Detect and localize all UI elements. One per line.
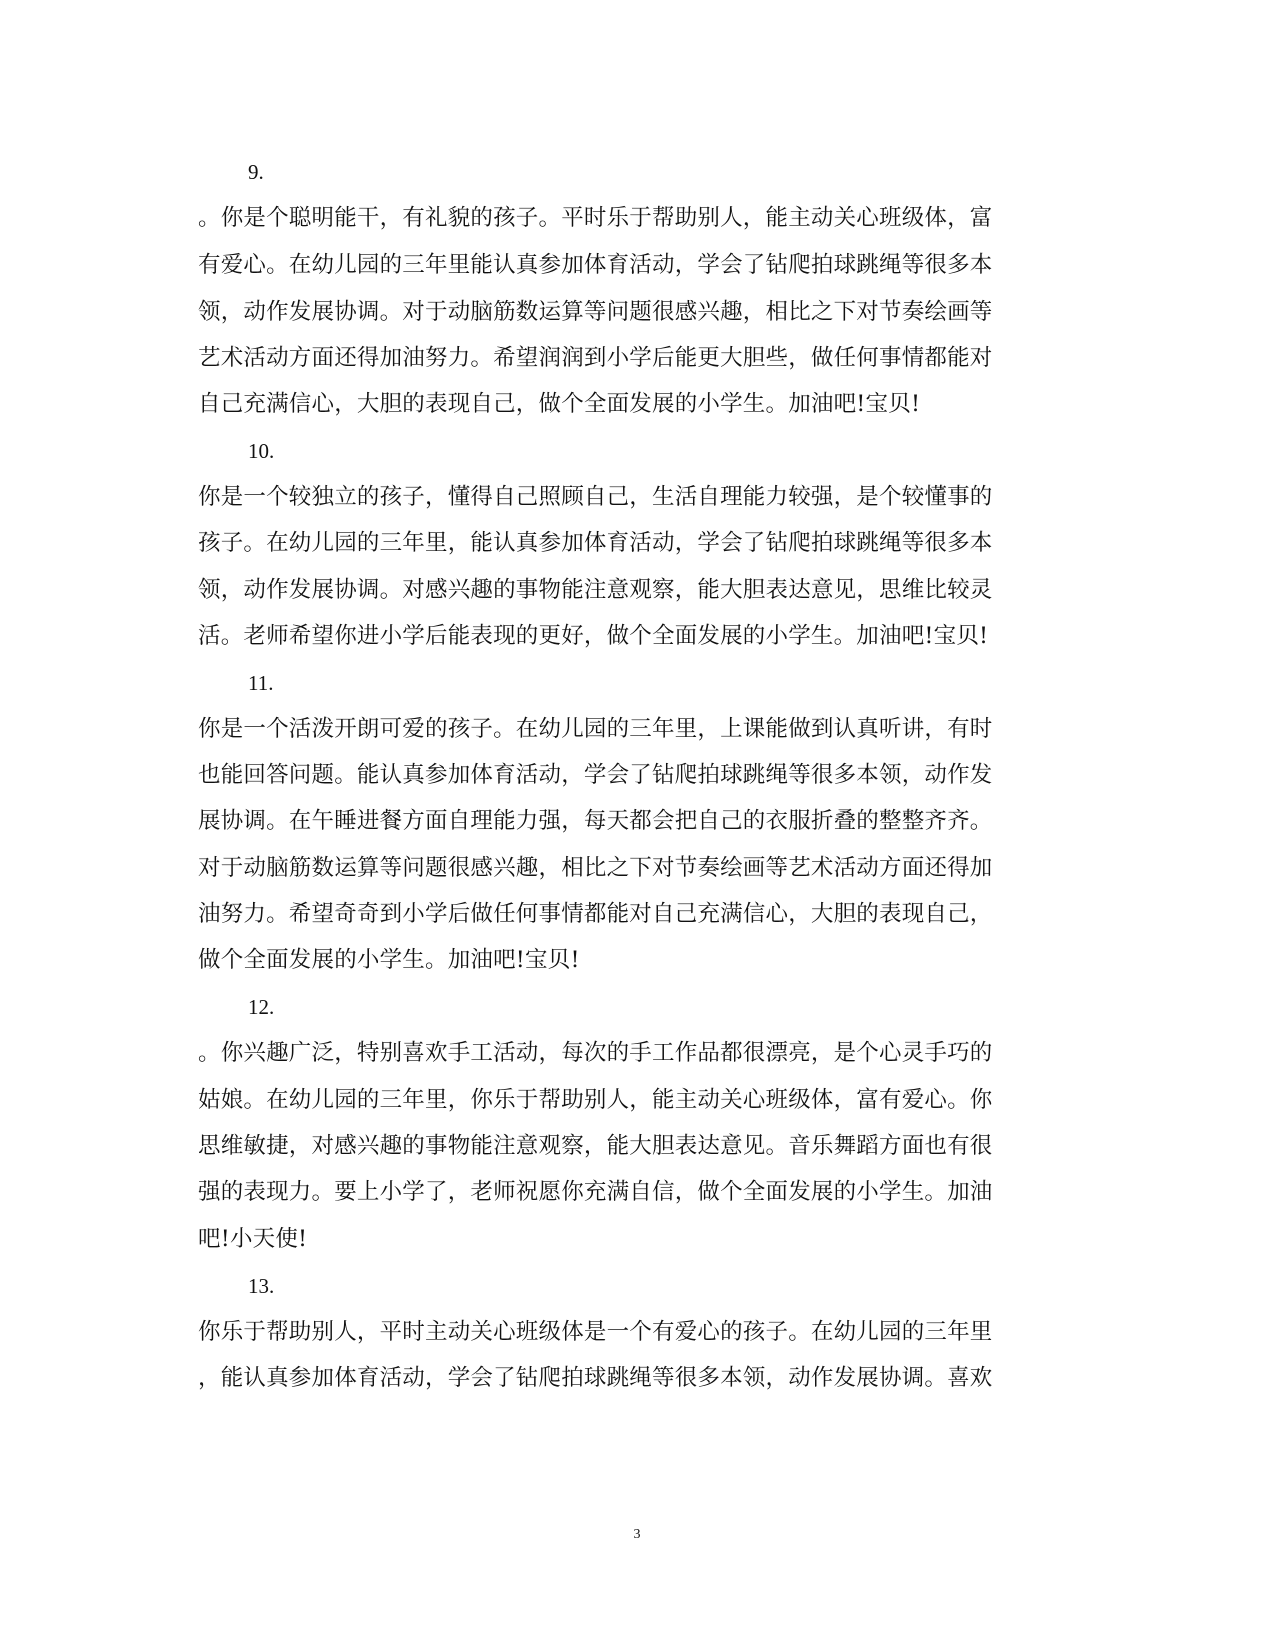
text-line: 展协调。在午睡进餐方面自理能力强，每天都会把自己的衣服折叠的整整齐齐。 — [198, 808, 993, 834]
text-line: 强的表现力。要上小学了，老师祝愿你充满自信，做个全面发展的小学生。加油 — [198, 1179, 993, 1205]
text-line: 你是一个活泼开朗可爱的孩子。在幼儿园的三年里，上课能做到认真听讲，有时 — [198, 716, 993, 742]
text-line: 有爱心。在幼儿园的三年里能认真参加体育活动，学会了钻爬拍球跳绳等很多本 — [198, 252, 993, 278]
text-line: 艺术活动方面还得加油努力。希望润润到小学后能更大胆些，做任何事情都能对 — [198, 345, 993, 371]
text-line: ，能认真参加体育活动，学会了钻爬拍球跳绳等很多本领，动作发展协调。喜欢 — [198, 1365, 993, 1391]
text-line: 对于动脑筋数运算等问题很感兴趣，相比之下对节奏绘画等艺术活动方面还得加 — [198, 855, 993, 881]
text-line: 领，动作发展协调。对感兴趣的事物能注意观察，能大胆表达意见，思维比较灵 — [198, 577, 993, 603]
text-line: 。你是个聪明能干，有礼貌的孩子。平时乐于帮助别人，能主动关心班级体，富 — [198, 205, 993, 231]
text-line: 姑娘。在幼儿园的三年里，你乐于帮助别人，能主动关心班级体，富有爱心。你 — [198, 1087, 993, 1113]
text-line: 吧!小天使! — [198, 1226, 308, 1252]
text-line: 活。老师希望你进小学后能表现的更好，做个全面发展的小学生。加油吧!宝贝! — [198, 623, 989, 649]
text-line: 油努力。希望奇奇到小学后做任何事情都能对自己充满信心，大胆的表现自己， — [198, 901, 993, 927]
entry-number: 13. — [248, 1274, 275, 1298]
text-line: 思维敏捷，对感兴趣的事物能注意观察，能大胆表达意见。音乐舞蹈方面也有很 — [198, 1133, 993, 1159]
entry-number: 10. — [248, 439, 275, 463]
text-line: 领，动作发展协调。对于动脑筋数运算等问题很感兴趣，相比之下对节奏绘画等 — [198, 299, 993, 325]
text-line: 自己充满信心，大胆的表现自己，做个全面发展的小学生。加油吧!宝贝! — [198, 391, 921, 417]
text-line: 做个全面发展的小学生。加油吧!宝贝! — [198, 947, 580, 973]
entry-number: 12. — [248, 995, 275, 1019]
entry-number: 11. — [248, 671, 274, 695]
text-line: 也能回答问题。能认真参加体育活动，学会了钻爬拍球跳绳等很多本领，动作发 — [198, 762, 993, 788]
text-line: 。你兴趣广泛，特别喜欢手工活动，每次的手工作品都很漂亮，是个心灵手巧的 — [198, 1040, 993, 1066]
page-number: 3 — [633, 1527, 641, 1542]
entry-number: 9. — [248, 160, 264, 184]
text-line: 你是一个较独立的孩子，懂得自己照顾自己，生活自理能力较强，是个较懂事的 — [198, 484, 993, 510]
text-line: 孩子。在幼儿园的三年里，能认真参加体育活动，学会了钻爬拍球跳绳等很多本 — [198, 530, 993, 556]
text-line: 你乐于帮助别人，平时主动关心班级体是一个有爱心的孩子。在幼儿园的三年里 — [198, 1319, 993, 1345]
